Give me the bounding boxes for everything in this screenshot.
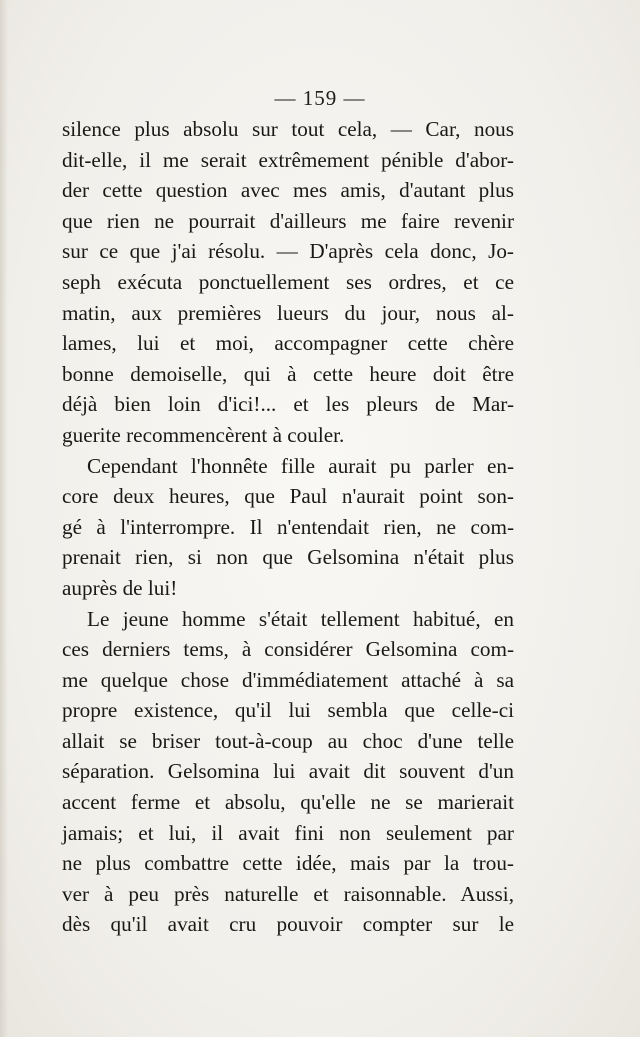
text-line: prenait rien, si non que Gelsomina n'était plus [62, 545, 514, 570]
text-line: core deux heures, que Paul n'aurait point son- [62, 484, 514, 509]
text-line: Le jeune homme s'était tellement habitué, en [87, 606, 514, 631]
text-line: allait se briser tout-à-coup au choc d'une telle [62, 728, 514, 753]
text-line: séparation. Gelsomina lui avait dit souvent d'un [62, 759, 514, 784]
text-line: ver à peu près naturelle et raisonnable. Aussi, [62, 881, 514, 906]
text-line: auprès de lui! [62, 575, 178, 600]
text-line: bonne demoiselle, qui à cette heure doit être [62, 361, 514, 386]
text-line: gé à l'interrompre. Il n'entendait rien, ne com- [62, 514, 514, 539]
text-line: me quelque chose d'immédiatement attaché à sa [62, 667, 514, 692]
text-line: dit-elle, il me serait extrêmement pénible d'abor- [62, 147, 514, 172]
text-line: seph exécuta ponctuellement ses ordres, et ce [62, 269, 514, 294]
text-line: dès qu'il avait cru pouvoir compter sur le [62, 912, 514, 937]
text-line: Cependant l'honnête fille aurait pu parler en- [87, 453, 514, 478]
page-edge-shadow [0, 0, 8, 1037]
text-line: guerite recommencèrent à couler. [62, 422, 345, 447]
text-line: lames, lui et moi, accompagner cette chère [62, 331, 514, 356]
text-line: jamais; et lui, il avait fini non seulement par [62, 820, 514, 845]
text-line: accent ferme et absolu, qu'elle ne se marierait [62, 790, 514, 815]
text-line: matin, aux premières lueurs du jour, nous al- [62, 300, 514, 325]
text-line: sur ce que j'ai résolu. — D'après cela donc, Jo- [62, 239, 514, 264]
text-line: propre existence, qu'il lui sembla que celle-ci [62, 698, 514, 723]
text-line: silence plus absolu sur tout cela, — Car, nous [62, 117, 514, 141]
body-text [62, 114, 514, 940]
text-line: ne plus combattre cette idée, mais par la trou- [62, 851, 514, 876]
text-line: que rien ne pourrait d'ailleurs me faire revenir [62, 208, 514, 233]
text-line: der cette question avec mes amis, d'autant plus [62, 178, 514, 203]
page-number: — 159 — [274, 86, 366, 110]
text-line: ces derniers tems, à considérer Gelsomina com- [62, 637, 514, 662]
text-line: déjà bien loin d'ici!... et les pleurs de Mar- [62, 392, 514, 417]
